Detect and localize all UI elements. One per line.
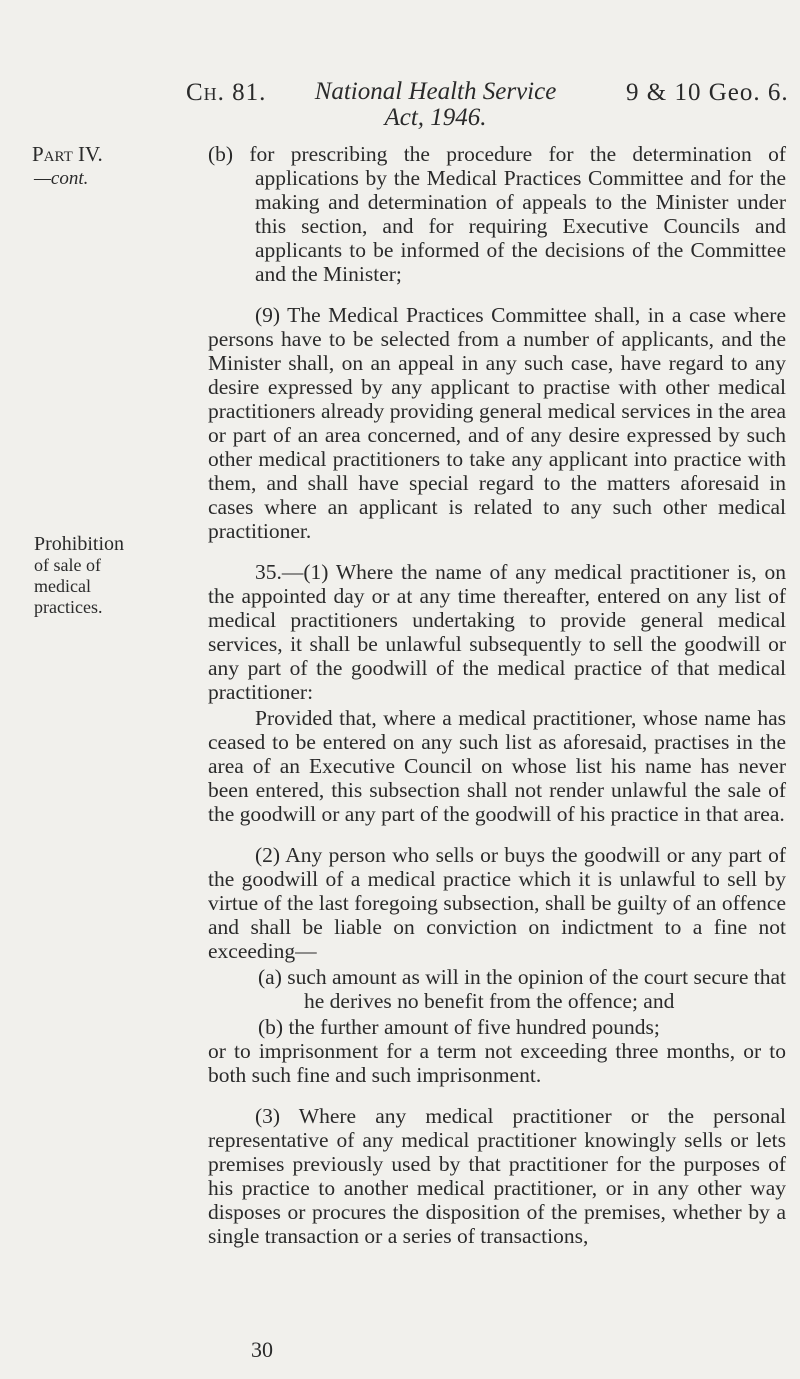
sidenote-line: practices. [34,597,103,617]
section-35-subsection-1: 35.—(1) Where the name of any medical practitioner is, on the appointed day or at any time thereafter, entered on any list of medical practitioners undertaking to provide general medical services, it shall be unlawful subsequently to sell the goodwill or any part of the goodwill of the medical practice of that medical practitioner: [208,560,786,704]
margin-part-label: Part IV. [32,142,103,166]
page-folio: 30 [251,1337,273,1362]
header-title [258,79,613,131]
sidenote-line: medical [34,576,91,596]
header-title-line1: National Health Service [314,78,557,105]
paragraph-9: (9) The Medical Practices Committee shall, in a case where persons have to be selected from a number of applicants, and the Minister shall, on an appeal in any such case, have regard to any desire expressed by any applicant to practise with other medical practitioners already providing general medical services in the area or part of an area concerned, and of any desire expressed by such other medical practitioners to take any applicant into practice with them, and shall have special regard to the matters aforesaid in cases where an applicant is related to any such other medical practitioner. [208,303,786,543]
margin-cont-label: —cont. [34,168,89,189]
section-35-subsection-3: (3) Where any medical practitioner or the personal representative of any medical practitioner knowingly sells or lets premises previously used by that practitioner for the purposes of his practice to another medical practitioner, or in any other way disposes or procures the disposition of the premises, whether by a single transaction or a series of transactions, [208,1104,786,1248]
header-chapter: Ch. 81. [186,79,267,106]
sidenote-line: Prohibition [34,533,125,555]
sidenote-line: of sale of [34,555,101,575]
section-35-subsection-2: (2) Any person who sells or buys the goodwill or any part of the goodwill of a medical practice which it is unlawful to sell by virtue of the last foregoing subsection, shall be guilty of an offence and shall be liable on conviction on indictment to a fine not exceeding— [208,843,786,963]
margin-sidenote [34,534,184,618]
header-title-line2: Act, 1946. [384,104,487,131]
body-text [208,142,786,1248]
subsection-2-item-b: (b) the further amount of five hundred pounds; [258,1015,660,1039]
proviso: Provided that, where a medical practitioner, whose name has ceased to be entered on any such list as aforesaid, practises in the area of an Executive Council on whose list his name has never been entered, this subsection shall not render unlawful the sale of the goodwill or any part of the goodwill of his practice in that area. [208,706,786,826]
subsection-2-tail: or to imprisonment for a term not exceeding three months, or to both such fine and such imprisonment. [208,1039,786,1087]
subsection-2-item-a: (a) such amount as will in the opinion of the court secure that he derives no benefit from the offence; and [258,965,786,1013]
paragraph-b: (b) for prescribing the procedure for the determination of applications by the Medical Practices Committee and for the making and determination of appeals to the Minister under this section, and for requiring Executive Councils and applicants to be informed of the decisions of the Committee and the Minister; [208,142,786,286]
header-regnal-year: 9 & 10 Geo. 6. [626,79,789,106]
